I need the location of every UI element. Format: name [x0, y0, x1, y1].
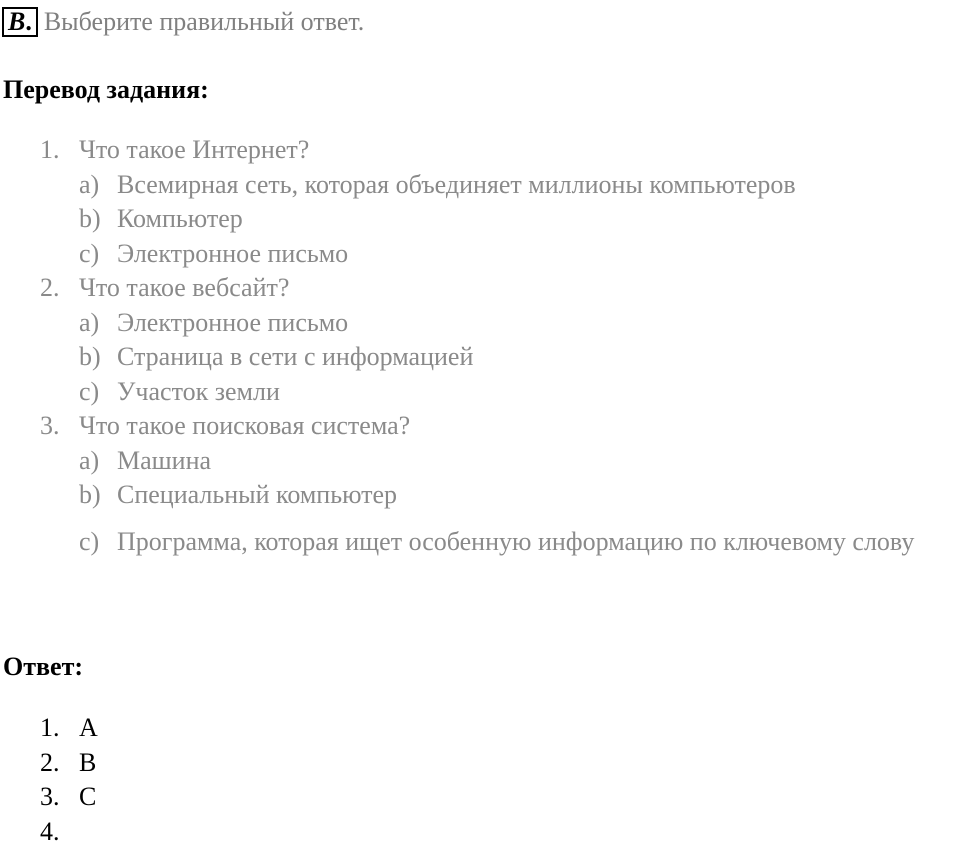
question-list [0, 133, 960, 595]
option-text: Участок земли [117, 375, 280, 410]
question-text: Что такое вебсайт? [79, 271, 289, 306]
option-text: Специальный компьютер [117, 478, 397, 513]
option-text: Компьютер [117, 202, 243, 237]
task-letter: B [8, 7, 25, 36]
answer-value: A [79, 711, 98, 746]
option-item [0, 340, 960, 375]
answer-value: B [79, 746, 96, 781]
option-text: Страница в сети с информацией [117, 340, 473, 375]
option-letter: a) [79, 444, 99, 479]
answer-item [0, 711, 960, 746]
option-item [0, 202, 960, 237]
question-item [0, 409, 960, 444]
option-letter: c) [79, 237, 99, 272]
option-item [0, 375, 960, 410]
answer-item [0, 746, 960, 781]
question-text: Что такое Интернет? [79, 133, 309, 168]
answer-item [0, 815, 960, 849]
answer-number: 4. [40, 815, 60, 849]
option-item [0, 168, 960, 203]
option-letter: c) [79, 525, 99, 560]
option-text: Электронное письмо [117, 306, 348, 341]
answer-item [0, 780, 960, 815]
option-item [0, 237, 960, 272]
option-text: Электронное письмо [117, 237, 348, 272]
option-letter: a) [79, 168, 99, 203]
option-text: Всемирная сеть, которая объединяет миллионы компьютеров [117, 168, 796, 203]
question-text: Что такое поисковая система? [79, 409, 410, 444]
option-item [0, 525, 960, 595]
option-letter: c) [79, 375, 99, 410]
option-item [0, 444, 960, 479]
answer-list [0, 711, 960, 849]
option-letter: b) [79, 202, 101, 237]
option-letter: b) [79, 340, 101, 375]
task-instruction-line [2, 6, 364, 38]
option-item [0, 306, 960, 341]
question-number: 3. [40, 409, 60, 444]
answer-value: C [79, 780, 96, 815]
question-number: 1. [40, 133, 60, 168]
task-letter-dot: . [25, 7, 32, 36]
question-number: 2. [40, 271, 60, 306]
answer-heading: Ответ: [3, 651, 83, 683]
option-letter: a) [79, 306, 99, 341]
translation-heading: Перевод задания: [3, 74, 209, 106]
option-text: Программа, которая ищет особенную информацию по ключевому слову [117, 525, 960, 559]
question-item [0, 271, 960, 306]
option-item [0, 478, 960, 513]
option-text: Машина [117, 444, 211, 479]
option-letter: b) [79, 478, 101, 513]
answer-number: 1. [40, 711, 60, 746]
question-item [0, 133, 960, 168]
task-letter-badge [2, 7, 38, 37]
answer-number: 3. [40, 780, 60, 815]
task-instruction-text: Выберите правильный ответ. [44, 7, 364, 36]
answer-number: 2. [40, 746, 60, 781]
